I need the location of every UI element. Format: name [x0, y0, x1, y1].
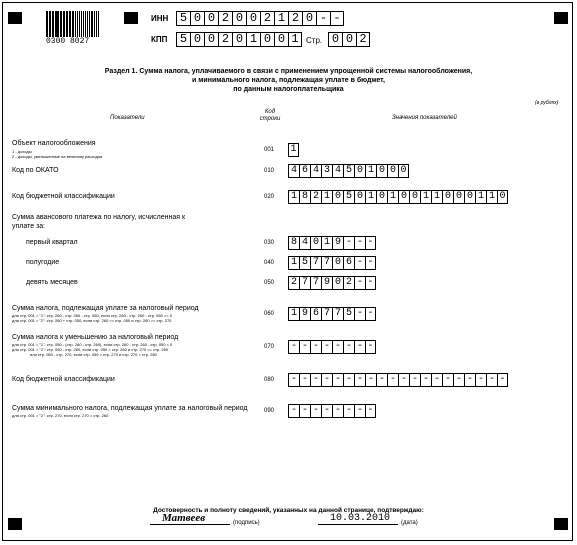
- half-year-cells: [288, 256, 376, 270]
- row-label: Объект налогообложения: [12, 140, 96, 147]
- char-cell: -: [497, 373, 508, 387]
- page-label: Стр.: [306, 36, 323, 45]
- char-cell: 4: [288, 164, 299, 178]
- row-label: первый квартал: [26, 239, 78, 246]
- char-cell: 1: [387, 190, 398, 204]
- row-label: полугодие: [26, 259, 60, 266]
- char-cell: 0: [376, 164, 387, 178]
- char-cell: -: [299, 404, 310, 418]
- row-code: 001: [263, 147, 274, 153]
- char-cell: 7: [299, 276, 310, 290]
- char-cell: -: [343, 236, 354, 250]
- char-cell: 2: [218, 32, 232, 47]
- row-note: или стр. 050 - стр. 270, если стр. 050 > стр. 270 и стр. 270 > стр. 260: [30, 352, 157, 357]
- char-cell: -: [354, 256, 365, 270]
- char-cell: 0: [409, 190, 420, 204]
- char-cell: -: [321, 373, 332, 387]
- char-cell: 0: [310, 236, 321, 250]
- char-cell: 7: [310, 256, 321, 270]
- char-cell: 2: [343, 276, 354, 290]
- registration-mark: [124, 12, 138, 24]
- char-cell: 1: [288, 256, 299, 270]
- registration-mark: [554, 12, 568, 24]
- char-cell: -: [365, 307, 376, 321]
- char-cell: -: [354, 307, 365, 321]
- barcode-bar: [49, 11, 50, 37]
- column-indicators: Показатели: [110, 115, 145, 121]
- char-cell: 2: [310, 190, 321, 204]
- char-cell: 0: [260, 32, 274, 47]
- char-cell: 3: [321, 164, 332, 178]
- barcode-bar: [52, 11, 54, 37]
- kbk-cells: [288, 190, 508, 204]
- barcode-bar: [67, 11, 68, 37]
- char-cell: 1: [486, 190, 497, 204]
- char-cell: 1: [321, 236, 332, 250]
- char-cell: 5: [343, 164, 354, 178]
- barcode-bar: [79, 11, 81, 37]
- char-cell: 5: [343, 190, 354, 204]
- char-cell: -: [321, 404, 332, 418]
- char-cell: 7: [310, 276, 321, 290]
- char-cell: -: [409, 373, 420, 387]
- row-code: 030: [263, 240, 274, 246]
- char-cell: 0: [387, 164, 398, 178]
- row-label: Код бюджетной классификации: [12, 193, 115, 200]
- date-value: 10.03.2010: [330, 513, 391, 524]
- section-title-line3: по данным налогоплательщика: [233, 86, 344, 93]
- char-cell: -: [310, 373, 321, 387]
- char-cell: -: [453, 373, 464, 387]
- char-cell: 0: [204, 32, 218, 47]
- registration-mark: [8, 12, 22, 24]
- registration-mark: [8, 518, 22, 530]
- char-cell: -: [365, 276, 376, 290]
- char-cell: 2: [288, 11, 302, 26]
- barcode-bar: [46, 11, 48, 37]
- row-label: Код по ОКАТО: [12, 167, 59, 174]
- barcode-bar: [50, 11, 51, 37]
- char-cell: 0: [190, 32, 204, 47]
- column-code: Код: [264, 109, 276, 115]
- inn-cells: [176, 11, 344, 25]
- char-cell: -: [365, 404, 376, 418]
- char-cell: 0: [332, 190, 343, 204]
- char-cell: 0: [302, 11, 316, 26]
- char-cell: 4: [310, 164, 321, 178]
- barcode-bar: [77, 11, 78, 37]
- char-cell: -: [330, 11, 344, 26]
- okato-cells: [288, 164, 409, 178]
- barcode-bar: [89, 11, 90, 37]
- barcode-bar: [96, 11, 98, 37]
- char-cell: 0: [328, 32, 342, 47]
- barcode-bar: [66, 11, 67, 37]
- char-cell: -: [332, 373, 343, 387]
- barcode-bar: [98, 11, 99, 37]
- char-cell: -: [288, 340, 299, 354]
- confirmation-text: Достоверность и полноту сведений, указанных на данной странице, подтверждаю:: [153, 507, 424, 514]
- char-cell: -: [316, 11, 330, 26]
- row-label: Сумма минимального налога, подлежащая уплате за налоговый период: [12, 405, 248, 412]
- row-note: для стр. 001 = "1": стр. 260 - стр. 260 - стр. 050, если стр. 260 - стр. 260 - стр. 050 >= 0: [12, 313, 172, 318]
- char-cell: -: [365, 236, 376, 250]
- row-note: для стр. 001 = "1": стр. 050 - (стр. 260 - стр. 260), если стр. 260 - стр. 260 - стр. 050 < 0: [12, 342, 173, 347]
- char-cell: -: [475, 373, 486, 387]
- char-cell: 9: [332, 236, 343, 250]
- char-cell: 2: [218, 11, 232, 26]
- tax-payable-cells: [288, 307, 376, 321]
- char-cell: 0: [354, 164, 365, 178]
- char-cell: -: [343, 340, 354, 354]
- barcode-bar: [60, 11, 61, 37]
- char-cell: 0: [354, 190, 365, 204]
- char-cell: -: [365, 373, 376, 387]
- char-cell: 1: [288, 32, 302, 47]
- row-note: 1 - доходы: [12, 149, 32, 154]
- kpp-cells: [176, 32, 302, 46]
- char-cell: -: [288, 373, 299, 387]
- char-cell: 0: [232, 32, 246, 47]
- char-cell: 7: [321, 256, 332, 270]
- char-cell: 0: [497, 190, 508, 204]
- char-cell: 0: [204, 11, 218, 26]
- char-cell: 6: [343, 256, 354, 270]
- row-note: 2 - доходы, уменьшенные на величину расходов: [12, 154, 103, 159]
- char-cell: -: [310, 404, 321, 418]
- char-cell: -: [332, 404, 343, 418]
- char-cell: -: [387, 373, 398, 387]
- char-cell: -: [365, 340, 376, 354]
- page-number-cells: [328, 32, 370, 46]
- char-cell: -: [332, 340, 343, 354]
- char-cell: 0: [342, 32, 356, 47]
- char-cell: 0: [464, 190, 475, 204]
- char-cell: 2: [356, 32, 370, 47]
- char-cell: 0: [398, 164, 409, 178]
- row-code: 070: [263, 344, 274, 350]
- min-tax-cells: [288, 404, 376, 418]
- char-cell: -: [288, 404, 299, 418]
- barcode-bar: [63, 11, 65, 37]
- row-code: 020: [263, 194, 274, 200]
- char-cell: -: [365, 256, 376, 270]
- char-cell: 7: [332, 307, 343, 321]
- row-note: для стр. 001 = "2": стр. 050 - стр. 260, если стр. 050 > стр. 260 и стр. 270 <= стр. 260: [12, 347, 169, 352]
- barcode-bar: [61, 11, 62, 37]
- barcode-bar: [69, 11, 71, 37]
- row-label: Сумма налога к уменьшению за налоговый период: [12, 334, 179, 341]
- char-cell: 5: [176, 11, 190, 26]
- column-values: Значения показателей: [392, 115, 457, 121]
- barcode-bar: [56, 11, 58, 37]
- char-cell: -: [354, 404, 365, 418]
- kbk-min-cells: [288, 373, 508, 387]
- char-cell: 4: [299, 236, 310, 250]
- barcode-bar: [75, 11, 76, 37]
- char-cell: 1: [274, 11, 288, 26]
- signature: Матвеев: [162, 512, 206, 524]
- char-cell: -: [442, 373, 453, 387]
- char-cell: 1: [288, 307, 299, 321]
- barcode-bar: [83, 11, 84, 37]
- row-code: 060: [263, 311, 274, 317]
- inn-label: ИНН: [151, 14, 169, 23]
- char-cell: -: [299, 340, 310, 354]
- char-cell: -: [354, 276, 365, 290]
- char-cell: 1: [288, 190, 299, 204]
- char-cell: 5: [176, 32, 190, 47]
- row-code: 090: [263, 408, 274, 414]
- char-cell: -: [420, 373, 431, 387]
- column-code-line2: строки: [259, 116, 281, 122]
- row-label: Код бюджетной классификации: [12, 376, 115, 383]
- barcode-bar: [85, 11, 87, 37]
- char-cell: 1: [321, 190, 332, 204]
- char-cell: -: [354, 236, 365, 250]
- char-cell: 5: [299, 256, 310, 270]
- char-cell: 6: [299, 164, 310, 178]
- kpp-label: КПП: [151, 35, 168, 44]
- row-note: для стр. 001 = "2": стр. 260 + стр. 050, если стр. 260 >= стр. 050 и стр. 260 >= стр. 270: [12, 318, 172, 323]
- char-cell: 2: [288, 276, 299, 290]
- date-label: (дата): [401, 520, 418, 526]
- char-cell: -: [464, 373, 475, 387]
- row-label: девять месяцев: [26, 279, 78, 286]
- object-cells: [288, 143, 299, 157]
- row-label: Сумма налога, подлежащая уплате за налоговый период: [12, 305, 199, 312]
- char-cell: 4: [332, 164, 343, 178]
- char-cell: 1: [365, 164, 376, 178]
- char-cell: 1: [246, 32, 260, 47]
- char-cell: 1: [431, 190, 442, 204]
- nine-months-cells: [288, 276, 376, 290]
- char-cell: 0: [274, 32, 288, 47]
- row-label: уплате за:: [12, 223, 46, 230]
- char-cell: 1: [420, 190, 431, 204]
- row-code: 080: [263, 377, 274, 383]
- tax-reduction-cells: [288, 340, 376, 354]
- barcode-bar: [81, 11, 82, 37]
- char-cell: -: [343, 404, 354, 418]
- char-cell: 0: [232, 11, 246, 26]
- char-cell: -: [398, 373, 409, 387]
- char-cell: 1: [475, 190, 486, 204]
- char-cell: 0: [442, 190, 453, 204]
- row-note: для стр. 001 = "2": стр. 270, если стр. 270 > стр. 260: [12, 413, 109, 418]
- barcode-bar: [91, 11, 93, 37]
- char-cell: 0: [246, 11, 260, 26]
- barcode: [46, 11, 100, 37]
- barcode-bar: [87, 11, 88, 37]
- char-cell: 0: [376, 190, 387, 204]
- char-cell: -: [486, 373, 497, 387]
- registration-mark: [554, 518, 568, 530]
- char-cell: 8: [299, 190, 310, 204]
- units-note: (в рублях): [535, 100, 559, 106]
- char-cell: -: [343, 373, 354, 387]
- signature-label: (подпись): [233, 520, 260, 526]
- char-cell: -: [299, 373, 310, 387]
- barcode-bar: [94, 11, 95, 37]
- char-cell: -: [376, 373, 387, 387]
- char-cell: 0: [190, 11, 204, 26]
- barcode-bar: [55, 11, 56, 37]
- char-cell: 2: [260, 11, 274, 26]
- char-cell: -: [431, 373, 442, 387]
- barcode-bar: [72, 11, 74, 37]
- char-cell: -: [321, 340, 332, 354]
- row-code: 040: [263, 260, 274, 266]
- char-cell: 0: [332, 256, 343, 270]
- char-cell: 0: [332, 276, 343, 290]
- barcode-number: 0300 8027: [46, 37, 90, 46]
- char-cell: -: [310, 340, 321, 354]
- char-cell: 1: [365, 190, 376, 204]
- row-code: 010: [263, 168, 274, 174]
- char-cell: 9: [299, 307, 310, 321]
- section-title-line2: и минимального налога, подлежащая уплате в бюджет,: [192, 77, 385, 84]
- char-cell: 0: [398, 190, 409, 204]
- row-label: Сумма авансового платежа по налогу, исчисленная к: [12, 214, 186, 221]
- char-cell: 5: [343, 307, 354, 321]
- char-cell: 9: [321, 276, 332, 290]
- char-cell: 1: [288, 143, 299, 157]
- char-cell: -: [354, 340, 365, 354]
- char-cell: -: [354, 373, 365, 387]
- row-code: 050: [263, 280, 274, 286]
- q1-cells: [288, 236, 376, 250]
- char-cell: 6: [310, 307, 321, 321]
- char-cell: 0: [453, 190, 464, 204]
- char-cell: 7: [321, 307, 332, 321]
- section-title-line1: Раздел 1. Сумма налога, уплачиваемого в связи с применением упрощенной системы налогообложения,: [104, 68, 473, 75]
- char-cell: 8: [288, 236, 299, 250]
